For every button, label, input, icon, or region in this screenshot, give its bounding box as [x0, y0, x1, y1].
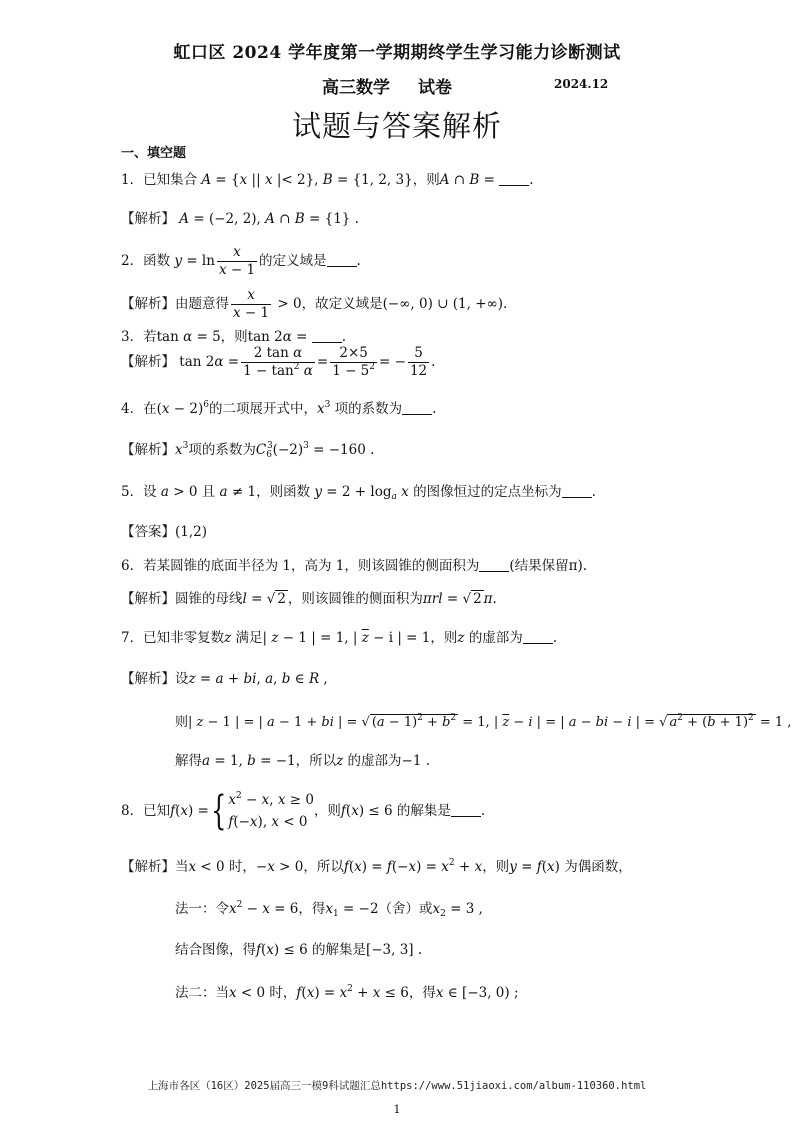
subject-name: 高三数学 [322, 78, 390, 98]
solution-8-method-1: 法一：令$x^2 - x = 6$，得$x_1 = -2$（舍）或$x_2 = 3$ , [175, 900, 483, 919]
question-1: 1．已知集合 A = {x || x |< 2}, B = {1, 2, 3}，则A ∩ B = . [121, 172, 534, 188]
answer-blank [499, 171, 529, 186]
solution-1: 【解析】 A = (−2, 2), A ∩ B = {1} . [121, 211, 359, 227]
section-heading: 一、填空题 [121, 146, 187, 161]
answer-blank [479, 557, 509, 572]
question-7: 7．已知非零复数z 满足| z − 1 | = 1, | $\overline{z} - i$ | = 1，则z 的虚部为 . [121, 630, 558, 646]
answer-5: 【答案】(1,2) [121, 524, 208, 540]
footer-source-link[interactable]: 上海市各区（16区）2025届高三一模9科试题汇总https://www.51jiaoxi.com/album-110360.html [147, 1080, 647, 1092]
question-8: 8．已知f(x) ={ $x^2 - x$, x ≥ 0 f(−x), x < 0 ，则f(x) ≤ 6 的解集是 . [121, 788, 486, 834]
solution-7: 【解析】设z = a + bi, a, b ∈ R , [121, 671, 328, 687]
exam-title: 虹口区 2024 学年度第一学期期终学生学习能力诊断测试 [173, 43, 621, 63]
question-4: 4．在$(x - 2)^6$的二项展开式中，$x^3$ 项的系数为 . [121, 400, 437, 417]
answer-blank [402, 400, 432, 415]
solution-8-method-1-conclusion: 结合图像，得f(x) ≤ 6 的解集是[−3, 3] . [175, 942, 423, 958]
document-title: 试题与答案解析 [291, 109, 502, 143]
exam-date: 2024.12 [554, 77, 609, 91]
question-6: 6．若某圆锥的底面半径为 1，高为 1，则该圆锥的侧面积为 (结果保留π). [121, 558, 588, 574]
question-5: 5．设 a > 0 且 a ≠ 1，则函数 $y = 2 + \log_a x$ 的图像恒过的定点坐标为 . [121, 484, 596, 502]
paper-label: 试卷 [418, 78, 452, 98]
solution-8: 【解析】当x < 0 时，−x > 0，所以$f(x) = f(-x) = x^2 + x$，则y = f(x) 为偶函数， [121, 858, 632, 875]
solution-2: 【解析】由题意得 $\frac{x}{x - 1}$ > 0，故定义域是(−∞, 0) ∪ (1, +∞). [121, 287, 508, 321]
answer-blank [312, 328, 342, 343]
question-3: 3．若tan α = 5，则tan 2α = . [121, 329, 347, 345]
solution-7-line-3: 解得a = 1, b = −1，所以z 的虚部为−1 . [175, 753, 430, 769]
answer-blank [327, 252, 357, 267]
solution-3: 【解析】 tan 2α = $\frac{\text{2 tan α}}{1 - \tan^2 \alpha}$ = $\frac{2\times 5}{1 - 5^2}$ = − $\frac{5}{12}$ . [121, 345, 436, 379]
answer-blank [523, 629, 553, 644]
solution-7-line-2: 则| z − 1 | = | a − 1 + bi | = √ $(a - 1)^2 + b^2 = 1$, | $\overline{z} - i$ | = | a − bi − i | = √ $a^2 + (b + 1)^2 = 1$ , [175, 713, 792, 730]
answer-blank [451, 802, 481, 817]
page-number: 1 [393, 1103, 401, 1116]
answer-blank [562, 483, 592, 498]
question-2: 2．函数 y = ln $\frac{x}{x - 1}$ 的定义域是 . [121, 244, 361, 278]
solution-4: 【解析】$x^3$项的系数为$C_6^3(-2)^3 = -160$ . [121, 441, 375, 460]
solution-6: 【解析】圆锥的母线l = √ 2 ，则该圆锥的侧面积为πrl = √ 2 π. [121, 591, 497, 607]
solution-8-method-2: 法二：当x < 0 时，$f(x) = x^2 + x \le 6$，得x ∈ [−3, 0) ; [175, 984, 519, 1001]
